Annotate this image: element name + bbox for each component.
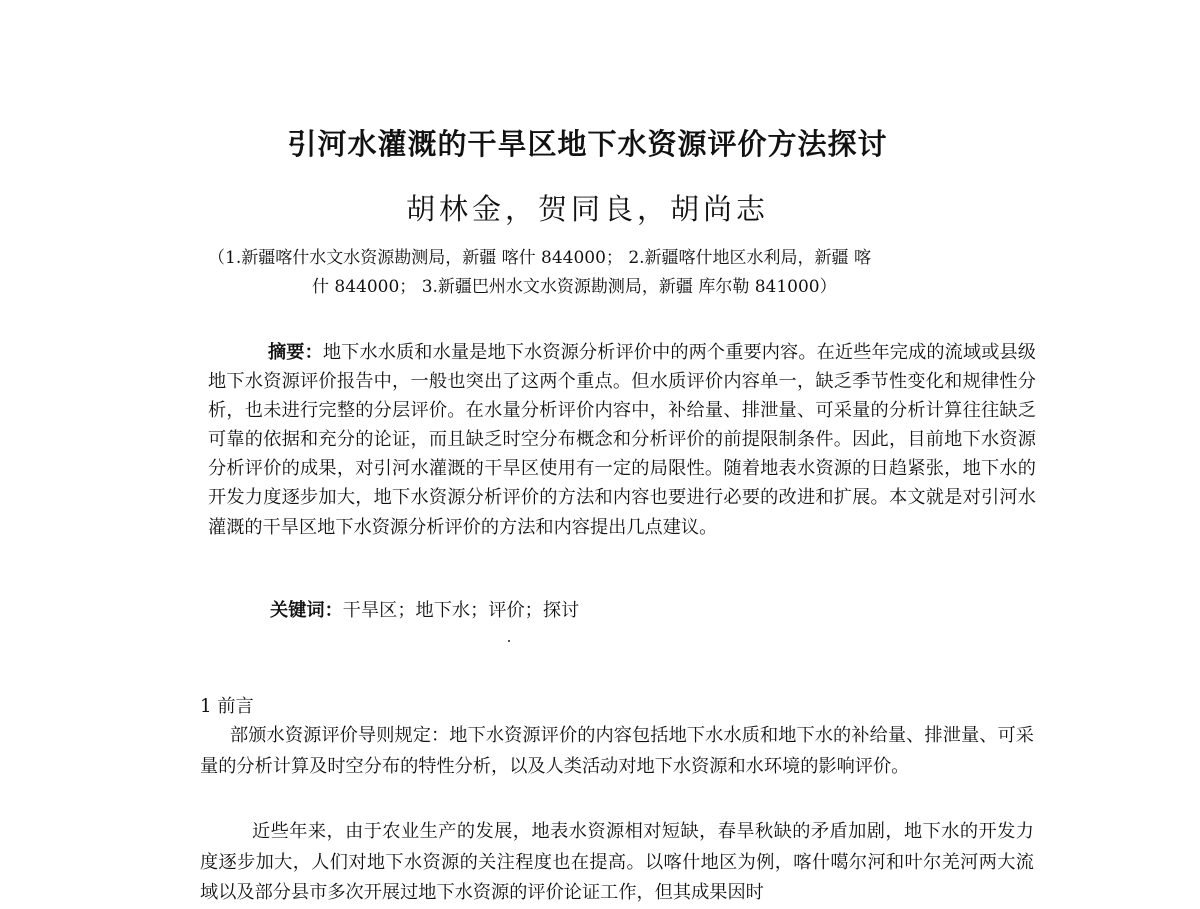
paper-title: 引河水灌溉的干旱区地下水资源评价方法探讨 xyxy=(287,127,888,161)
keywords-label: 关键词： xyxy=(270,600,343,621)
keywords-text: 干旱区；地下水；评价；探讨 xyxy=(342,600,580,621)
body-paragraph-2: 近些年来，由于农业生产的发展，地表水资源相对短缺，春旱秋缺的矛盾加剧，地下水的开发力度逐步加大，人们对地下水资源的关注程度也在提高。以喀什地区为例，喀什噶尔河和叶尔羌河两大流域以及部分县市多次开展过地下水资源的评价论证工作，但其成果因时 xyxy=(200,821,1034,903)
author-list: 胡林金，贺同良，胡尚志 xyxy=(405,192,769,226)
affiliation-line-1: （1.新疆喀什水文水资源勘测局，新疆 喀什 844000； 2.新疆喀什地区水利局，新疆 喀 xyxy=(208,248,871,268)
affiliation-line-2: 什 844000； 3.新疆巴州水文水资源勘测局，新疆 库尔勒 841000） xyxy=(312,277,837,297)
abstract-text: 地下水水质和水量是地下水资源分析评价中的两个重要内容。在近些年完成的流域或县级地下水资源评价报告中，一般也突出了这两个重点。但水质评价内容单一，缺乏季节性变化和规律性分析，也未进行完整的分层评价。在水量分析评价内容中，补给量、排泄量、可采量的分析计算往往缺乏可靠的依据和充分的论证，而且缺乏时空分布概念和分析评价的前提限制条件。因此，目前地下水资源分析评价的成果，对引河水灌溉的干旱区使用有一定的局限性。随着地表水资源的日趋紧张，地下水的开发力度逐步加大，地下水资源分析评价的方法和内容也要进行必要的改进和扩展。本文就是对引河水灌溉的干旱区地下水资源分析评价的方法和内容提出几点建议。 xyxy=(208,342,1036,538)
body-paragraph-1: 部颁水资源评价导则规定：地下水资源评价的内容包括地下水水质和地下水的补给量、排泄量、可采量的分析计算及时空分布的特性分析，以及人类活动对地下水资源和水环境的影响评价。 xyxy=(200,725,1034,777)
abstract-label: 摘要： xyxy=(268,342,323,363)
abstract-block xyxy=(208,338,1036,542)
scan-speck xyxy=(508,640,510,642)
keywords-line xyxy=(270,596,579,622)
section-heading-intro: 1 前言 xyxy=(200,696,254,717)
